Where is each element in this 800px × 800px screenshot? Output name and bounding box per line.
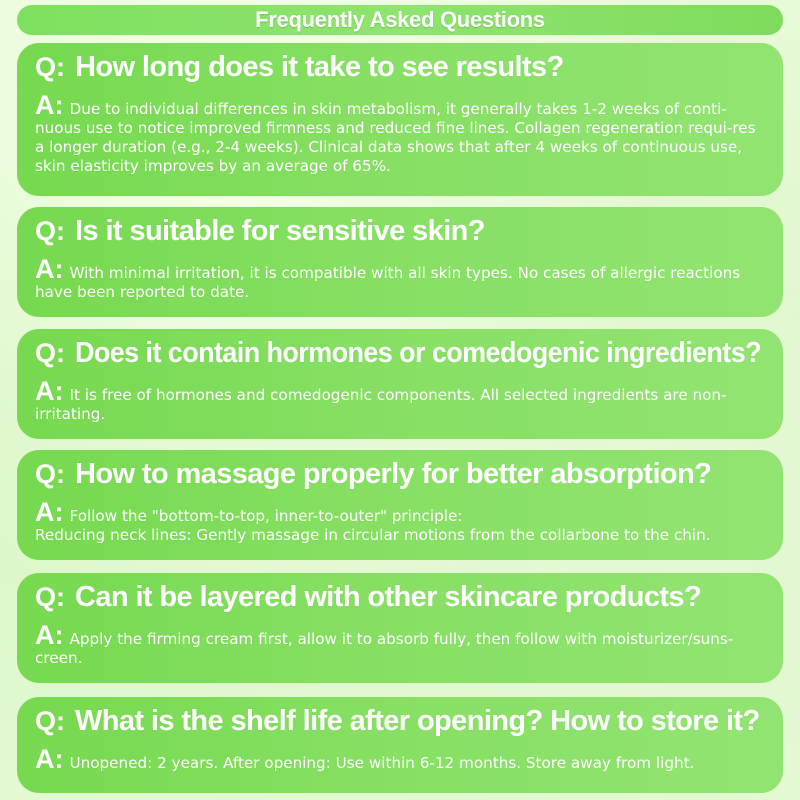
answer-text: It is free of hormones and comedogenic components. All selected ingredients are non-irritating. <box>35 386 727 423</box>
question-row <box>35 337 765 370</box>
question-text: Is it suitable for sensitive skin? <box>75 215 485 247</box>
faq-card-2 <box>17 207 783 317</box>
answer-text-line-2: Reducing neck lines: Gently massage in circular motions from the collarbone to the chin. <box>35 526 711 544</box>
answer-text: Unopened: 2 years. After opening: Use within 6-12 months. Store away from light. <box>69 754 695 772</box>
faq-card-4 <box>17 450 783 560</box>
question-text: What is the shelf life after opening? How to store it? <box>75 705 760 737</box>
faq-card-6 <box>17 697 783 793</box>
answer-block <box>35 620 765 668</box>
answer-block <box>35 744 765 774</box>
answer-marker: A: <box>35 90 64 120</box>
question-marker: Q: <box>35 216 65 246</box>
answer-marker: A: <box>35 497 64 527</box>
answer-block <box>35 254 765 302</box>
answer-text: Due to individual differences in skin metabolism, it generally takes 1-2 weeks of conti-nuous use to notice improved firmness and reduced fine lines. Collagen regeneration requi-res a longer duration (e.g., 2-4 weeks). Clinical data shows that after 4 weeks of continuous use, skin elasticity improves by an average of 65%. <box>35 100 756 175</box>
question-marker: Q: <box>35 338 65 368</box>
question-marker: Q: <box>35 52 65 82</box>
answer-text: Apply the firming cream first, allow it to absorb fully, then follow with moisturizer/suns-creen. <box>35 630 734 667</box>
faq-card-5 <box>17 573 783 683</box>
question-text: Does it contain hormones or comedogenic ingredients? <box>75 337 762 369</box>
question-marker: Q: <box>35 459 65 489</box>
question-text: How to massage properly for better absorption? <box>75 458 712 490</box>
question-marker: Q: <box>35 582 65 612</box>
question-row <box>35 581 765 614</box>
faq-title-bar <box>17 5 783 35</box>
question-row <box>35 705 765 738</box>
faq-card-3 <box>17 329 783 439</box>
question-row <box>35 215 765 248</box>
page-title: Frequently Asked Questions <box>255 7 545 32</box>
answer-marker: A: <box>35 376 64 406</box>
answer-marker: A: <box>35 744 64 774</box>
answer-marker: A: <box>35 620 64 650</box>
question-text: Can it be layered with other skincare products? <box>75 581 702 613</box>
answer-block <box>35 90 765 176</box>
answer-block <box>35 376 765 424</box>
answer-marker: A: <box>35 254 64 284</box>
question-marker: Q: <box>35 706 65 736</box>
question-text: How long does it take to see results? <box>75 51 564 83</box>
answer-block <box>35 497 765 545</box>
question-row <box>35 51 765 84</box>
question-row <box>35 458 765 491</box>
faq-card-1 <box>17 43 783 196</box>
answer-text: Follow the "bottom-to-top, inner-to-outer" principle: <box>69 507 463 525</box>
answer-text: With minimal irritation, it is compatible with all skin types. No cases of allergic reactions have been reported to date. <box>35 264 741 301</box>
